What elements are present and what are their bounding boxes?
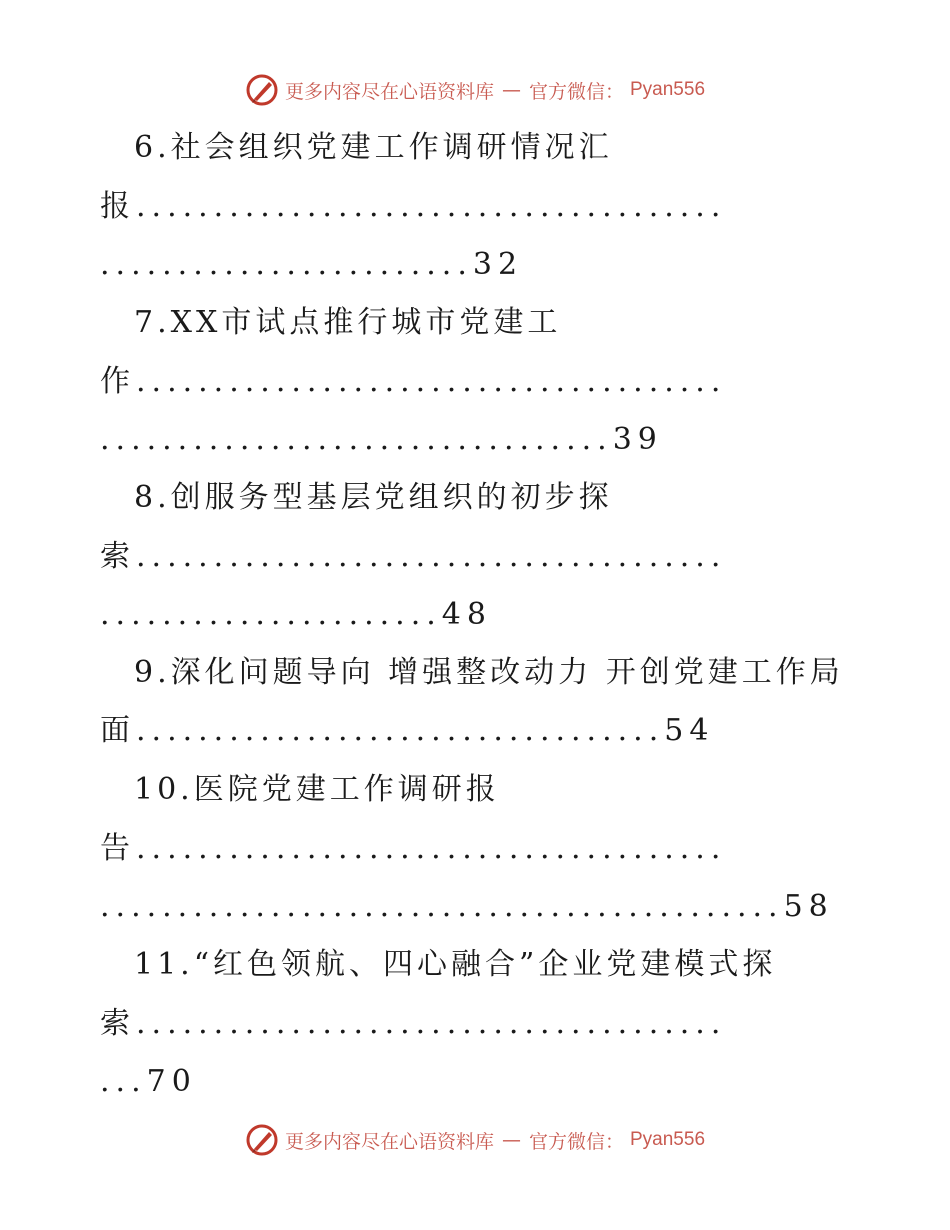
toc-entry-page: ...70 — [100, 1064, 197, 1099]
toc-entry-page: ......................48 — [100, 597, 492, 632]
watermark-label: 官方微信： — [528, 80, 624, 103]
watermark-id: Pyan556 — [630, 1129, 706, 1150]
toc-entry-page: ............................................58 — [100, 889, 834, 924]
quill-logo-icon — [245, 1123, 279, 1157]
toc-entry-leader: 报...................................... — [100, 189, 727, 224]
toc-entry-leader: 索...................................... — [100, 539, 727, 574]
toc-entry-leader: 告...................................... — [100, 831, 727, 866]
toc-entry-title[interactable]: 9.深化问题导向 增强整改动力 开创党建工作局 — [134, 655, 844, 690]
toc-entry-leader: 作...................................... — [100, 364, 727, 399]
watermark-text: 更多内容尽在心语资料库 — [284, 1130, 494, 1153]
toc-entry-page: ........................32 — [100, 247, 524, 282]
toc-entry-title[interactable]: 11.“红色领航、四心融合”企业党建模式探 — [134, 947, 777, 982]
toc-entry-leader: 面..................................54 — [100, 713, 715, 748]
header-watermark — [0, 70, 950, 110]
toc-entry-page: .................................39 — [100, 422, 663, 457]
toc-entry-leader: 索...................................... — [100, 1006, 727, 1041]
watermark-dash: — — [501, 1129, 521, 1151]
toc-entry-title[interactable]: 7.XX市试点推行城市党建工 — [134, 305, 562, 340]
toc-entry-title[interactable]: 6.社会组织党建工作调研情况汇 — [134, 130, 613, 165]
watermark-text: 更多内容尽在心语资料库 — [284, 80, 494, 103]
toc-entry-title[interactable]: 8.创服务型基层党组织的初步探 — [134, 480, 613, 515]
watermark-id: Pyan556 — [630, 79, 706, 100]
toc-entry-title[interactable]: 10.医院党建工作调研报 — [134, 772, 500, 807]
watermark-dash: — — [501, 79, 521, 101]
watermark-label: 官方微信： — [528, 1130, 624, 1153]
quill-logo-icon — [245, 73, 279, 107]
footer-watermark — [0, 1120, 950, 1160]
